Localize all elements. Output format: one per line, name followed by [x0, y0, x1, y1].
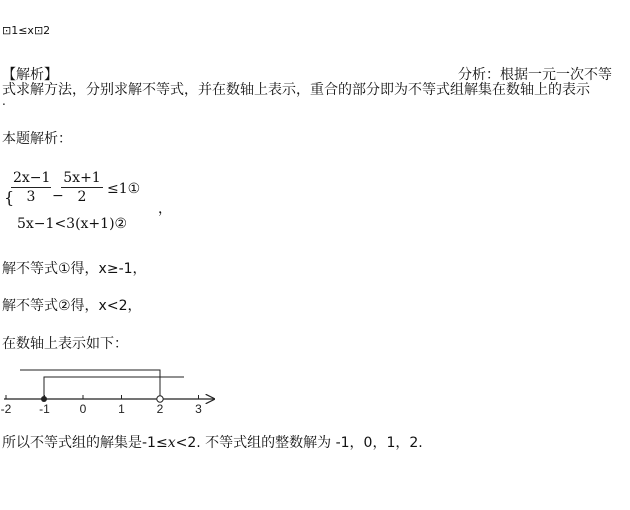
fraction-2 [61, 170, 103, 205]
fraction-2-numerator: 5x+1 [63, 170, 101, 186]
solution-bracket-outer [20, 370, 160, 399]
tick-label: 2 [156, 402, 164, 416]
conclusion-suffix: <2. 不等式组的整数解为 -1，0，1，2. [175, 435, 423, 451]
inequality-system [4, 166, 204, 241]
analysis-head: 分析：根据一元一次不等 [458, 67, 612, 83]
fraction-2-denominator: 2 [77, 189, 87, 205]
tick-label: 1 [118, 402, 125, 416]
analysis-trailing-dot: . [2, 94, 6, 108]
inequality-1-rest: ≤1① [107, 181, 141, 197]
inequality-2: 5x−1<3(x+1)② [17, 216, 128, 232]
fraction-1-bar [11, 187, 51, 188]
solution-bracket-inner [44, 377, 184, 399]
conclusion-prefix: 所以不等式组的解集是-1≤ [2, 435, 168, 451]
fraction-1 [11, 170, 51, 205]
system-brace: { [4, 188, 15, 207]
fraction-2-bar [61, 187, 103, 188]
open-endpoint-right [157, 396, 163, 402]
solution-label: 本题解析： [2, 131, 72, 147]
fraction-1-numerator: 2x−1 [13, 170, 51, 186]
conclusion-variable: x [167, 435, 176, 451]
header-expression: ⊡1≤x⊡2 [2, 24, 51, 37]
closed-endpoint-left [41, 396, 47, 402]
conclusion [2, 432, 423, 452]
system-comma: ， [158, 201, 172, 217]
tick-label: 0 [79, 402, 87, 416]
fraction-1-denominator: 3 [26, 189, 36, 205]
tick-label: -1 [39, 402, 50, 416]
minus-sign: − [52, 188, 64, 204]
step-1-result: 解不等式①得，x≥-1， [2, 261, 147, 277]
tick-label: 3 [195, 402, 202, 416]
number-line-label: 在数轴上表示如下： [2, 336, 128, 352]
tick-label: -2 [0, 402, 12, 416]
analysis-text: 式求解方法，分别求解不等式，并在数轴上表示，重合的部分即为不等式组解集在数轴上的表示 [2, 82, 590, 98]
number-line [0, 360, 230, 420]
analysis-tag: 【解析】 [2, 67, 58, 83]
step-2-result: 解不等式②得，x<2， [2, 298, 142, 314]
